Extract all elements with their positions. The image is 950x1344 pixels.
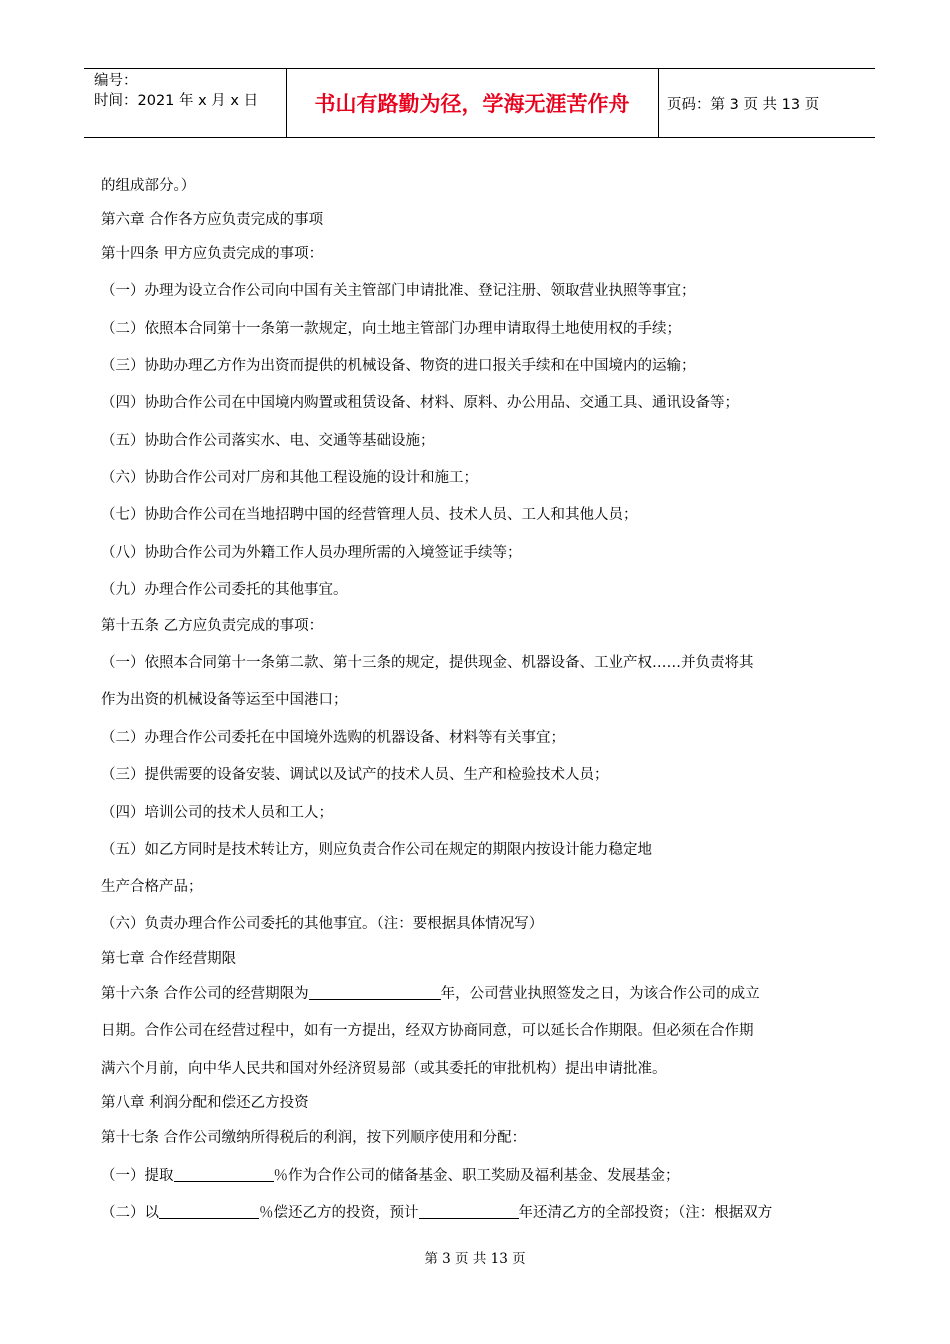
- page-header: [84, 68, 875, 138]
- article-16-text: 第十六条 合作公司的经营期限为: [101, 986, 309, 1002]
- document-time-label: 时间：2021 年 x 月 x 日: [94, 93, 259, 109]
- list-item: （四）培训公司的技术人员和工人；: [101, 805, 333, 821]
- chapter-heading: 第六章 合作各方应负责完成的事项: [101, 212, 324, 228]
- fill-in-blank: [309, 985, 441, 1000]
- list-item: （八）协助合作公司为外籍工作人员办理所需的入境签证手续等；: [101, 545, 522, 561]
- header-motto: 书山有路勤为径，学海无涯苦作舟: [314, 92, 630, 116]
- list-item-text: ％偿还乙方的投资，预计: [259, 1205, 419, 1221]
- list-item: （九）办理合作公司委托的其他事宜。: [101, 582, 348, 598]
- article-16-line: [101, 982, 760, 1003]
- document-number-label: 编号：: [94, 73, 138, 89]
- header-page-number: 页码：第 3 页 共 13 页: [667, 97, 820, 113]
- list-item: [101, 1201, 772, 1222]
- list-item-text: （二）以: [101, 1205, 159, 1221]
- article-heading: 第十四条 甲方应负责完成的事项：: [101, 246, 324, 262]
- chapter-heading: 第八章 利润分配和偿还乙方投资: [101, 1095, 309, 1111]
- list-item-text: （一）提取: [101, 1168, 174, 1184]
- header-meta: [94, 71, 258, 111]
- list-item-text: 年还清乙方的全部投资；（注：根据双方: [518, 1205, 773, 1221]
- fill-in-blank: [419, 1204, 519, 1219]
- list-item: （五）如乙方同时是技术转让方，则应负责合作公司在规定的期限内按设计能力稳定地: [101, 842, 652, 858]
- list-item: （七）协助合作公司在当地招聘中国的经营管理人员、技术人员、工人和其他人员；: [101, 507, 638, 523]
- list-item: （四）协助合作公司在中国境内购置或租赁设备、材料、原料、办公用品、交通工具、通讯设备等；: [101, 395, 739, 411]
- body-line: 的组成部分。）: [101, 178, 196, 194]
- header-divider-right: [658, 69, 659, 137]
- list-item: （五）协助合作公司落实水、电、交通等基础设施；: [101, 433, 435, 449]
- page-footer: 第 3 页 共 13 页: [424, 1251, 526, 1267]
- article-16-text: 年，公司营业执照签发之日，为该合作公司的成立: [440, 986, 760, 1002]
- fill-in-blank: [174, 1167, 274, 1182]
- article-16-line: 满六个月前，向中华人民共和国对外经济贸易部（或其委托的审批机构）提出申请批准。: [101, 1061, 667, 1077]
- list-item: （三）协助办理乙方作为出资而提供的机械设备、物资的进口报关手续和在中国境内的运输；: [101, 358, 696, 374]
- list-item: （六）协助合作公司对厂房和其他工程设施的设计和施工；: [101, 470, 478, 486]
- chapter-heading: 第七章 合作经营期限: [101, 951, 237, 967]
- list-item-continuation: 生产合格产品；: [101, 879, 203, 895]
- list-item: （一）依照本合同第十一条第二款、第十三条的规定，提供现金、机器设备、工业产权……并负责将其: [101, 655, 754, 671]
- list-item: （二）依照本合同第十一条第一款规定，向土地主管部门办理申请取得土地使用权的手续；: [101, 321, 681, 337]
- article-heading: 第十五条 乙方应负责完成的事项：: [101, 618, 324, 634]
- list-item: （二）办理合作公司委托在中国境外选购的机器设备、材料等有关事宜；: [101, 730, 565, 746]
- list-item: （三）提供需要的设备安装、调试以及试产的技术人员、生产和检验技术人员；: [101, 767, 609, 783]
- list-item: [101, 1164, 680, 1185]
- list-item: （六）负责办理合作公司委托的其他事宜。（注：要根据具体情况写）: [101, 916, 544, 932]
- article-16-line: 日期。合作公司在经营过程中，如有一方提出，经双方协商同意，可以延长合作期限。但必须在合作期: [101, 1023, 754, 1039]
- list-item: （一）办理为设立合作公司向中国有关主管部门申请批准、登记注册、领取营业执照等事宜；: [101, 283, 696, 299]
- article-heading: 第十七条 合作公司缴纳所得税后的利润，按下列顺序使用和分配：: [101, 1130, 527, 1146]
- fill-in-blank: [159, 1204, 259, 1219]
- list-item-text: ％作为合作公司的储备基金、职工奖励及福利基金、发展基金；: [273, 1168, 680, 1184]
- list-item-continuation: 作为出资的机械设备等运至中国港口；: [101, 692, 348, 708]
